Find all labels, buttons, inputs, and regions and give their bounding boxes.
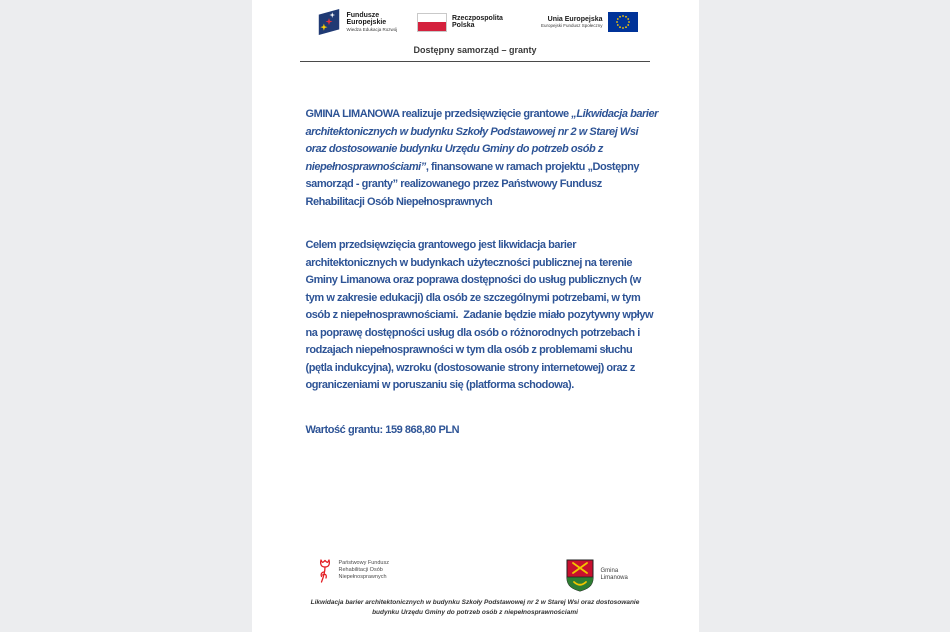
fe-logo-text bbox=[347, 12, 397, 33]
logo-unia-europejska bbox=[531, 12, 638, 32]
paragraph-intro-tail: , finansowane w ramach projektu „Dostępny samorząd - granty” realizowanego przez Państwowy Fundusz Rehabilitacji Osób Niepełnosprawnych bbox=[305, 160, 642, 208]
program-title: Dostępny samorząd – granty bbox=[413, 45, 537, 55]
eu-logo-subtitle: Europejski Fundusz Społeczny bbox=[540, 23, 603, 28]
footer-caption bbox=[252, 598, 699, 617]
eu-logo-text bbox=[531, 16, 603, 29]
eu-flag-icon bbox=[608, 12, 638, 32]
fe-logo-subtitle: Wiedza Edukacja Rozwój bbox=[346, 26, 398, 32]
paragraph-intro-lead: GMINA LIMANOWA realizuje przedsięwzięcie grantowe bbox=[305, 108, 572, 120]
fe-logo-title: Fundusze Europejskie bbox=[346, 11, 387, 27]
pfron-logo bbox=[318, 558, 397, 584]
poland-flag-icon bbox=[417, 13, 447, 32]
header-logos bbox=[316, 6, 638, 38]
gmina-limanowa-logo bbox=[565, 558, 635, 592]
grant-value-line: Wartość grantu: 159 868,80 PLN bbox=[305, 423, 460, 436]
fe-flag-icon bbox=[316, 7, 342, 37]
pfron-label: Państwowy Fundusz Rehabilitacji Osób Niepełnosprawnych bbox=[338, 560, 389, 580]
footer-caption-line1: Likwidacja barier architektonicznych w budynku Szkoły Podstawowej nr 2 w Starej Wsi oraz dostosowanie bbox=[310, 599, 640, 606]
gmina-limanowa-label: Gmina Limanowa bbox=[600, 567, 628, 581]
paragraph-intro bbox=[306, 106, 659, 211]
paragraph-intro-quoted-title: „Likwidacja barier architektonicznych w budynku Szkoły Podstawowej nr 2 w Starej Wsi oraz dostosowanie budynku Urzędu Gminy do potrzeb osób z niepełnosprawnościami” bbox=[305, 108, 661, 173]
pfron-tulip-icon bbox=[318, 558, 334, 584]
gmina-limanowa-crest-icon bbox=[565, 558, 595, 592]
pl-logo-title: Rzeczpospolita Polska bbox=[452, 14, 503, 29]
title-rule bbox=[300, 61, 650, 62]
paragraph-goal: Celem przedsięwzięcia grantowego jest likwidacja barier architektonicznych w budynkach użyteczności publicznej na terenie Gminy Limanowa oraz poprawa dostępności do usług publicznych (w tym w zakresie edukacji) dla osób ze szczególnymi potrzebami, w tym osób z niepełnosprawnościami. Zadanie będzie miało pozytywny wpływ na poprawę dostępności usług dla osób o różnorodnych potrzebach i rodzajach niepełnosprawności w tym dla osób z problemami słuchu (pętla indukcyjna), wzroku (dostosowanie strony internetowej) oraz z ograniczeniami w poruszaniu się (platforma schodowa). bbox=[305, 239, 656, 391]
footer-caption-line2: budynku Urzędu Gminy do potrzeb osób z niepełnosprawnościami bbox=[372, 608, 578, 616]
document-page bbox=[252, 0, 699, 632]
pl-logo-text bbox=[452, 15, 510, 30]
document-body bbox=[306, 106, 659, 439]
logo-rzeczpospolita-polska bbox=[417, 13, 510, 32]
eu-logo-title: Unia Europejska bbox=[547, 15, 603, 23]
logo-fundusze-europejskie bbox=[316, 7, 397, 37]
